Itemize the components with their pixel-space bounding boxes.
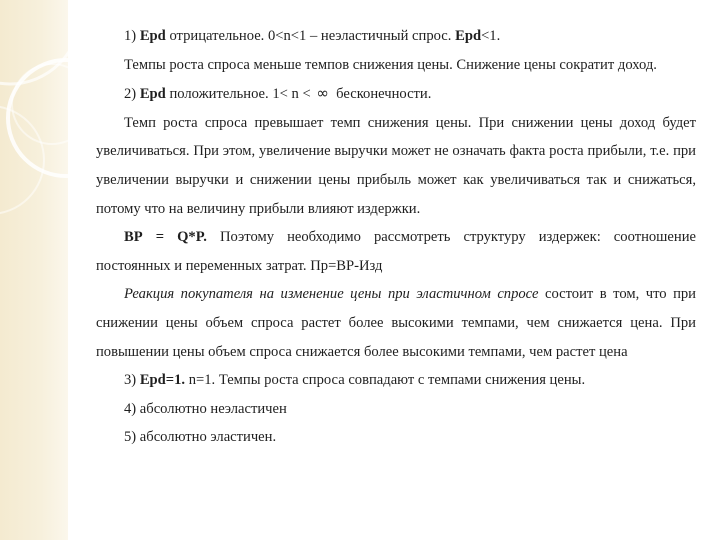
infinity-symbol: ∞ [316, 84, 329, 103]
revenue-formula: ВР = Q*P. Поэтому необходимо рассмотреть структуру издержек: соотношение постоянных и переменных затрат. Пр=ВР-Изд [96, 229, 696, 274]
item-3: 3) Epd=1. n=1. Темпы роста спроса совпадают с темпами снижения цены. [124, 372, 586, 389]
item-2-explanation: Темп роста спроса превышает темп снижения цены. При снижении цены доход будет увеличиваться. При этом, увеличение выручки может не означать факта роста прибыли, т.е. при увеличении выручки и снижении цены прибыль может как увеличиваться так и снижаться, потому что на величину прибыли влияют издержки. [96, 114, 696, 217]
item-4: 4) абсолютно неэластичен [124, 400, 287, 417]
slide-body [96, 22, 696, 452]
decorative-circles [0, 0, 68, 540]
item-1: 1) Epd отрицательное. 0<n<1 – неэластичный спрос. Epd<1. [124, 28, 501, 44]
item-1-explanation: Темпы роста спроса меньше темпов снижения цены. Снижение цены сократит доход. [124, 56, 657, 73]
decorative-sidebar [0, 0, 68, 540]
elastic-reaction: Реакция покупателя на изменение цены при эластичном спросе состоит в том, что при снижении цены объем спроса растет более высокими темпами, чем снижается цена. При повышении цены объем спроса снижается более высокими темпами, чем растет цена [96, 286, 696, 360]
item-2: 2) Epd положительное. 1< n < ∞ бесконечности. [124, 84, 432, 103]
item-5: 5) абсолютно эластичен. [124, 429, 277, 446]
